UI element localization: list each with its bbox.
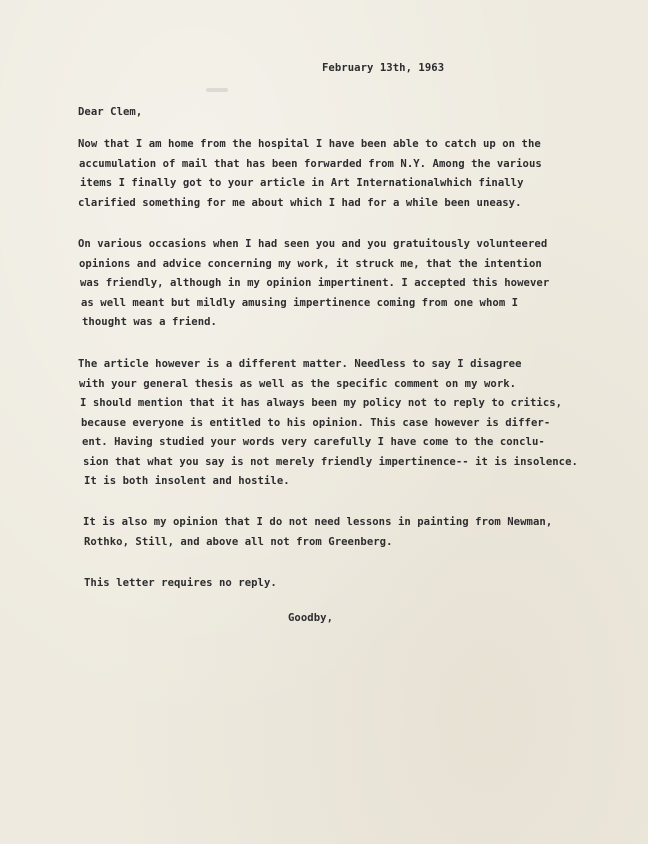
paragraph-line: was friendly, although in my opinion impertinent. I accepted this however [80, 277, 550, 289]
paragraph-1 [78, 135, 620, 213]
paragraph-line: sion that what you say is not merely friendly impertinence-- it is insolence. [83, 455, 578, 468]
paragraph-line: On various occasions when I had seen you and you gratuitously volunteered [78, 238, 548, 250]
paragraph-line: opinions and advice concerning my work, it struck me, that the intention [79, 257, 542, 270]
ink-smudge [206, 88, 228, 92]
paragraph-line: It is also my opinion that I do not need lessons in painting from Newman, [83, 516, 553, 528]
paragraph-line: accumulation of mail that has been forwarded from N.Y. Among the various [79, 157, 542, 170]
paragraph-line: as well meant but mildly amusing impertinence coming from one whom I [81, 296, 519, 309]
paragraph-line: The article however is a different matter. Needless to say I disagree [78, 358, 522, 370]
paragraph-line: This letter requires no reply. [84, 577, 277, 589]
paragraph-line: It is both insolent and hostile. [84, 475, 290, 487]
closing: Goodby, [288, 612, 333, 624]
paragraph-2 [78, 235, 620, 333]
salutation: Dear Clem, [78, 106, 143, 118]
paragraph-line: Now that I am home from the hospital I have been able to catch up on the [78, 138, 541, 150]
paragraph-line: Rothko, Still, and above all not from Greenberg. [84, 535, 393, 548]
paragraph-line: I should mention that it has always been my policy not to reply to critics, [80, 397, 563, 409]
paragraph-4 [78, 513, 620, 552]
paragraph-line: thought was a friend. [82, 316, 217, 328]
paragraph-3 [78, 355, 620, 492]
paragraph-line: because everyone is entitled to his opinion. This case however is differ- [81, 416, 551, 429]
paragraph-line: with your general thesis as well as the specific comment on my work. [79, 377, 517, 390]
paragraph-line: items I finally got to your article in Art Internationalwhich finally [80, 177, 524, 189]
paragraph-5 [78, 574, 620, 594]
paragraph-line: ent. Having studied your words very carefully I have come to the conclu- [82, 436, 545, 448]
paragraph-line: clarified something for me about which I had for a while been uneasy. [78, 196, 522, 209]
letter-date: February 13th, 1963 [322, 62, 445, 74]
